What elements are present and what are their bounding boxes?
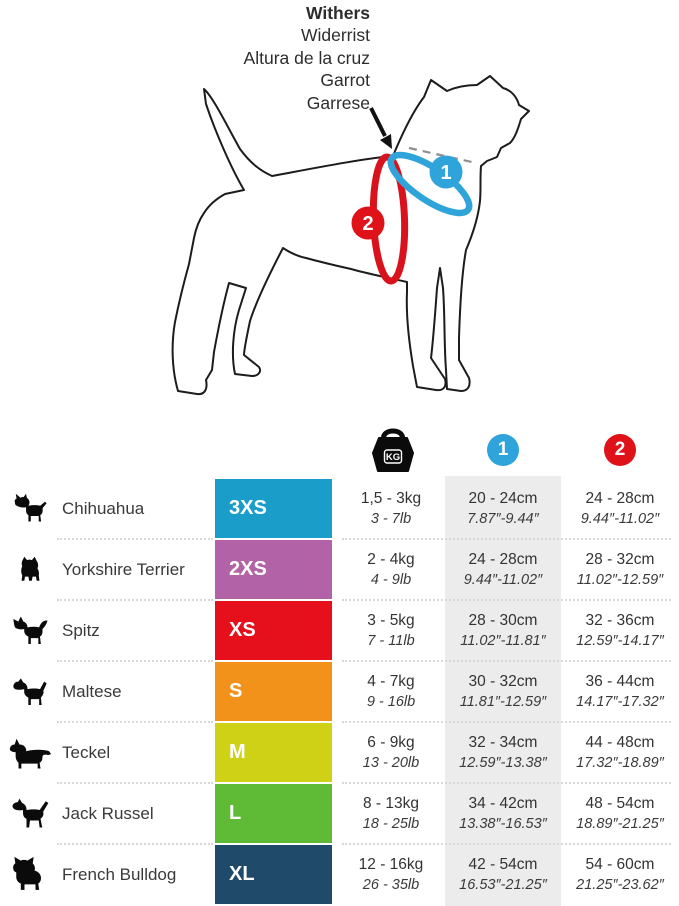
- neck-cm: 28 - 30cm: [468, 612, 538, 629]
- neck-in: 13.38″-16.53″: [459, 816, 547, 832]
- breed-name: Yorkshire Terrier: [62, 559, 185, 579]
- neck-column-header-badge: 1: [487, 434, 519, 466]
- size-badge: 3XS: [215, 479, 332, 538]
- withers-arrowhead: [380, 134, 392, 149]
- neck-cell: [445, 844, 561, 905]
- yorkshire-terrier-icon: [4, 539, 56, 600]
- chest-cm: 44 - 48cm: [585, 734, 655, 751]
- weight-kg: 1,5 - 3kg: [360, 490, 422, 507]
- chest-marker-label: 2: [362, 213, 374, 235]
- size-badge: S: [215, 662, 332, 721]
- neck-cm: 34 - 42cm: [468, 795, 538, 812]
- maltese-icon: [4, 661, 56, 722]
- withers-arrow: [371, 108, 385, 136]
- size-badge: 2XS: [215, 540, 332, 599]
- neck-in: 11.81″-12.59″: [459, 694, 547, 710]
- neck-marker-label: 1: [440, 162, 452, 184]
- weight-lb: 13 - 20lb: [362, 755, 420, 771]
- table-row: [0, 844, 679, 905]
- neck-cm: 32 - 34cm: [468, 734, 538, 751]
- neck-cm: 30 - 32cm: [468, 673, 538, 690]
- withers-label-de: Widerrist: [300, 25, 370, 46]
- withers-label-it: Garrese: [306, 92, 370, 113]
- neck-cell: [445, 661, 561, 722]
- chest-in: 18.89″-21.25″: [576, 816, 664, 832]
- weight-cell: [340, 783, 442, 844]
- withers-label-fr: Garrot: [320, 70, 370, 91]
- neck-in: 12.59″-13.38″: [459, 755, 547, 771]
- chest-cm: 36 - 44cm: [585, 673, 655, 690]
- chest-cell: [561, 661, 679, 722]
- breed-name: Spitz: [62, 620, 100, 640]
- weight-lb: 26 - 35lb: [362, 877, 420, 893]
- size-rows: [0, 478, 679, 905]
- size-badge: XS: [215, 601, 332, 660]
- neck-cell: [445, 783, 561, 844]
- withers-diagram: [0, 0, 679, 425]
- chest-in: 21.25″-23.62″: [576, 877, 664, 893]
- teckel-icon: [4, 722, 56, 783]
- neck-cm: 20 - 24cm: [468, 490, 538, 507]
- breed-name: Maltese: [62, 681, 122, 701]
- neck-cell: [445, 478, 561, 539]
- weight-kg: 4 - 7kg: [367, 673, 415, 690]
- chest-cell: [561, 478, 679, 539]
- weight-kg: 8 - 13kg: [362, 795, 419, 812]
- neck-cm: 24 - 28cm: [468, 551, 538, 568]
- neck-in: 11.02″-11.81″: [460, 633, 546, 649]
- weight-kg: 2 - 4kg: [367, 551, 415, 568]
- table-row: [0, 783, 679, 844]
- table-row: [0, 600, 679, 661]
- weight-kg: 12 - 16kg: [358, 856, 424, 873]
- chest-in: 17.32″-18.89″: [576, 755, 664, 771]
- chest-cell: [561, 844, 679, 905]
- table-row: [0, 661, 679, 722]
- breed-name: French Bulldog: [62, 864, 177, 884]
- weight-lb: 9 - 16lb: [366, 694, 416, 710]
- chest-cm: 54 - 60cm: [585, 856, 655, 873]
- weight-lb: 18 - 25lb: [362, 816, 420, 832]
- dog-outline: [173, 76, 529, 394]
- size-badge: XL: [215, 845, 332, 904]
- table-row: [0, 539, 679, 600]
- withers-labels: [0, 2, 370, 114]
- weight-cell: [340, 478, 442, 539]
- table-header: [0, 425, 679, 478]
- chest-in: 9.44″-11.02″: [580, 511, 660, 527]
- chest-cm: 32 - 36cm: [585, 612, 655, 629]
- weight-lb: 4 - 9lb: [370, 572, 412, 588]
- weight-kg: 6 - 9kg: [367, 734, 415, 751]
- french-bulldog-icon: [4, 844, 56, 905]
- chest-cm: 48 - 54cm: [585, 795, 655, 812]
- chest-cell: [561, 600, 679, 661]
- weight-cell: [340, 722, 442, 783]
- size-badge: M: [215, 723, 332, 782]
- weight-cell: [340, 539, 442, 600]
- neck-cm: 42 - 54cm: [468, 856, 538, 873]
- table-row: [0, 478, 679, 539]
- chest-cell: [561, 539, 679, 600]
- chest-cell: [561, 722, 679, 783]
- breed-name: Chihuahua: [62, 498, 145, 518]
- weight-lb: 7 - 11lb: [367, 633, 415, 649]
- neck-cell: [445, 600, 561, 661]
- chest-in: 11.02″-12.59″: [576, 572, 664, 588]
- chest-in: 14.17″-17.32″: [576, 694, 664, 710]
- neck-in: 16.53″-21.25″: [459, 877, 547, 893]
- breed-name: Teckel: [62, 742, 111, 762]
- weight-kg: 3 - 5kg: [367, 612, 415, 629]
- table-row: [0, 722, 679, 783]
- withers-label-es: Altura de la cruz: [243, 47, 370, 68]
- weight-lb: 3 - 7lb: [370, 511, 412, 527]
- neck-in: 7.87″-9.44″: [467, 511, 539, 527]
- kg-weight-icon: [367, 426, 419, 476]
- svg-text:KG: KG: [385, 452, 401, 463]
- weight-cell: [340, 661, 442, 722]
- size-badge: L: [215, 784, 332, 843]
- neck-cell: [445, 539, 561, 600]
- chest-in: 12.59″-14.17″: [576, 633, 664, 649]
- neck-cell: [445, 722, 561, 783]
- jack-russel-icon: [4, 783, 56, 844]
- chest-cell: [561, 783, 679, 844]
- chest-column-header-badge: 2: [604, 434, 636, 466]
- chest-cm: 28 - 32cm: [585, 551, 655, 568]
- spitz-icon: [4, 600, 56, 661]
- neck-in: 9.44″-11.02″: [463, 572, 543, 588]
- withers-label-en: Withers: [305, 3, 370, 23]
- weight-cell: [340, 844, 442, 905]
- chihuahua-icon: [4, 478, 56, 539]
- size-table: [0, 425, 679, 906]
- weight-cell: [340, 600, 442, 661]
- breed-name: Jack Russel: [62, 803, 154, 823]
- chest-cm: 24 - 28cm: [585, 490, 655, 507]
